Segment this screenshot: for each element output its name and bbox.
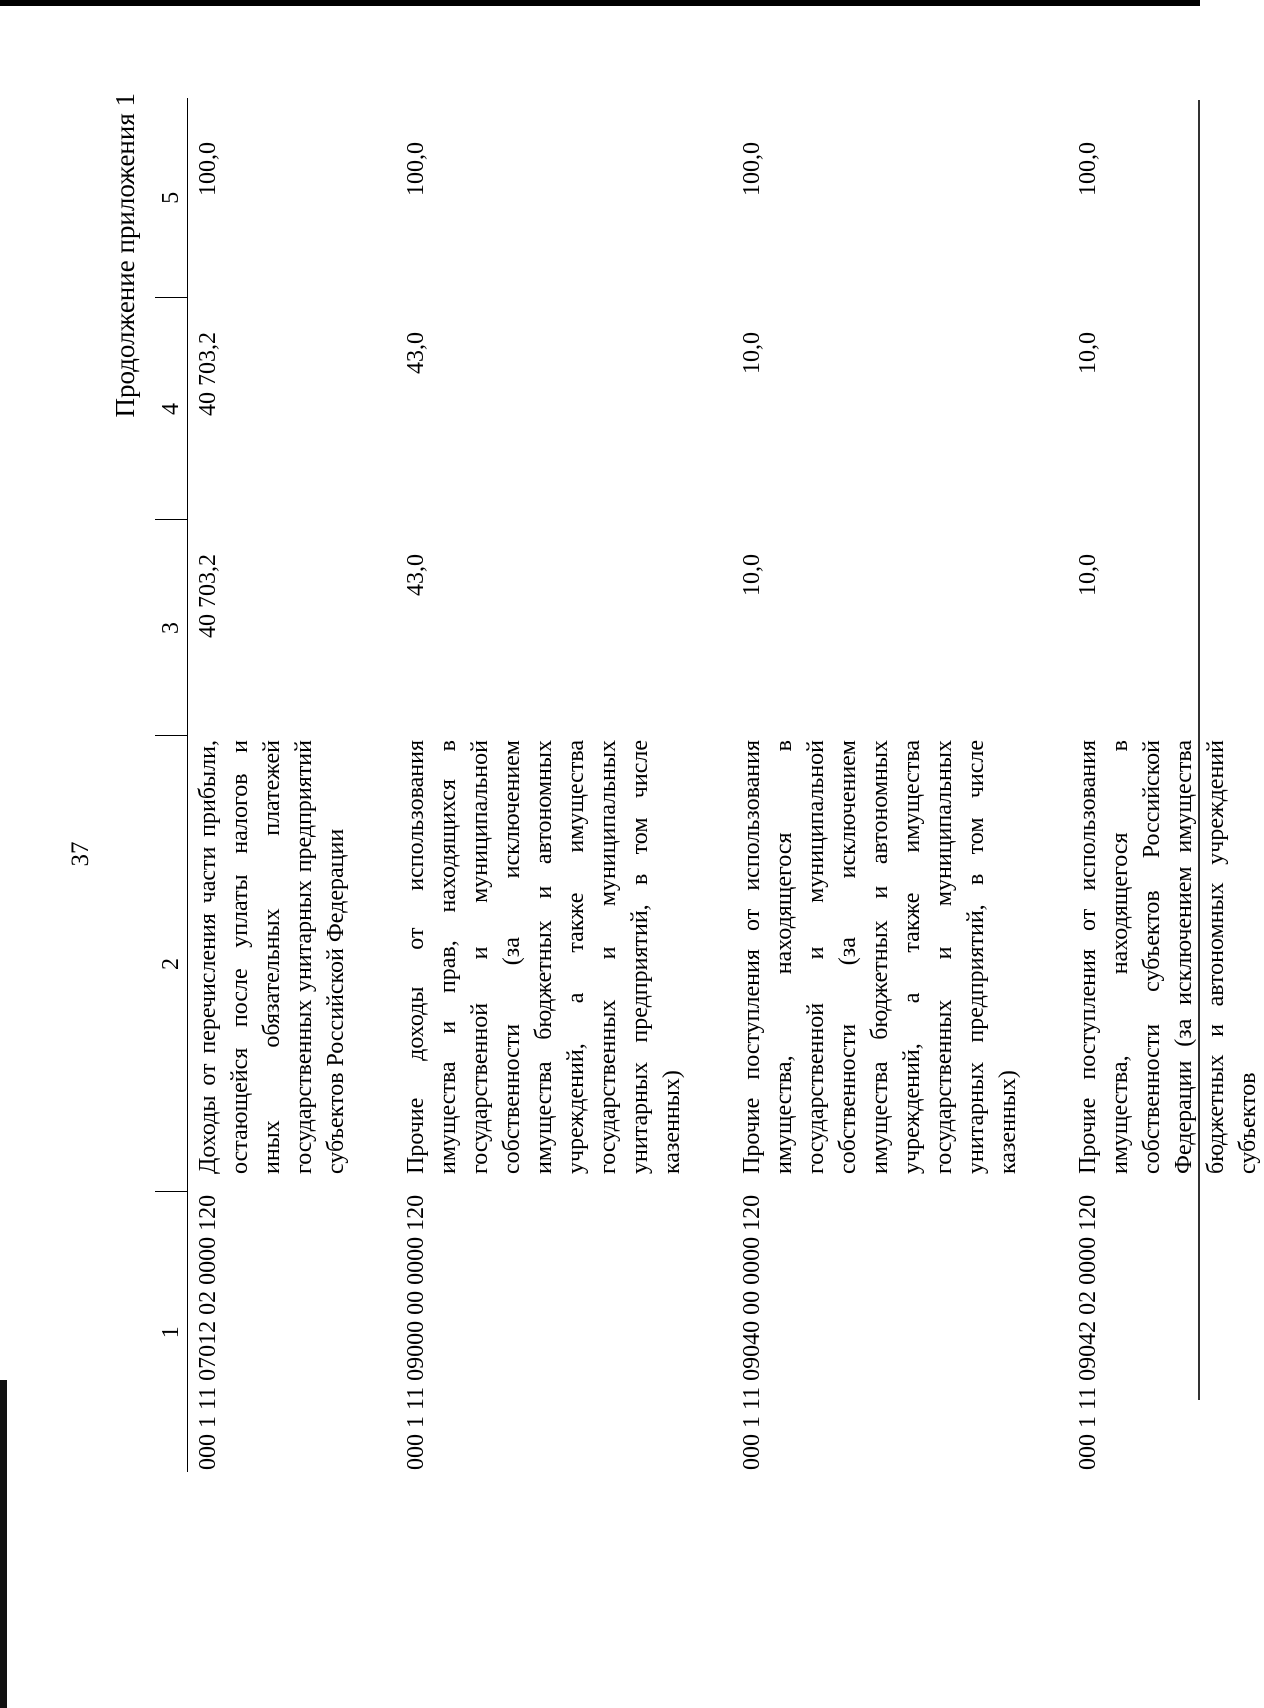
value-col4: 40 703,2 bbox=[195, 332, 221, 416]
value-col4: 43,0 bbox=[403, 332, 429, 374]
value-col3: 10,0 bbox=[739, 554, 765, 596]
budget-code: 000 1 11 09042 02 0000 120 bbox=[1075, 1194, 1101, 1470]
budget-code: 000 1 11 09000 00 0000 120 bbox=[403, 1194, 429, 1470]
column-header-3: 3 bbox=[155, 520, 188, 736]
table-row bbox=[1046, 98, 1264, 1472]
value-col5: 100,0 bbox=[195, 142, 221, 196]
appendix-caption: Продолжение приложения 1 bbox=[110, 93, 140, 418]
budget-code: 000 1 11 09040 00 0000 120 bbox=[739, 1194, 765, 1470]
income-description: Прочие поступления от использования имущества, находящегося в государственной и муниципальной собственности (за исключением имущества бюджетных и автономных учреждений, а также имущества государственных и муниципальных унитарных предприятий, в том числе казенных) bbox=[739, 740, 1021, 1174]
table-row bbox=[374, 98, 710, 1472]
budget-code: 000 1 11 07012 02 0000 120 bbox=[195, 1194, 221, 1470]
income-description: Прочие поступления от использования имущества, находящегося в собственности субъектов Российской Федерации (за исключением имущества бюджетных и автономных учреждений субъектов bbox=[1075, 740, 1261, 1174]
value-col3: 43,0 bbox=[403, 554, 429, 596]
value-col5: 100,0 bbox=[739, 142, 765, 196]
table-row bbox=[188, 98, 375, 1472]
value-col3: 40 703,2 bbox=[195, 554, 221, 638]
income-description: Доходы от перечисления части прибыли, остающейся после уплаты налогов и иных обязательных платежей государственных унитарных предприятий субъектов Российской Федерации bbox=[195, 740, 349, 1174]
column-header-2: 2 bbox=[155, 736, 188, 1192]
table-row bbox=[710, 98, 1046, 1472]
value-col5: 100,0 bbox=[403, 142, 429, 196]
column-header-5: 5 bbox=[155, 98, 188, 298]
value-col5: 100,0 bbox=[1075, 142, 1101, 196]
page-number: 37 bbox=[67, 841, 94, 867]
value-col4: 10,0 bbox=[739, 332, 765, 374]
column-header-1: 1 bbox=[155, 1192, 188, 1472]
budget-table bbox=[155, 98, 1264, 1472]
column-header-4: 4 bbox=[155, 298, 188, 520]
value-col3: 10,0 bbox=[1075, 554, 1101, 596]
income-description: Прочие доходы от использования имущества и прав, находящихся в государственной и муниципальной собственности (за исключением имущества бюджетных и автономных учреждений, а также имущества государственных и муниципальных унитарных предприятий, в том числе казенных) bbox=[403, 740, 685, 1174]
value-col4: 10,0 bbox=[1075, 332, 1101, 374]
header-row bbox=[155, 98, 188, 1472]
